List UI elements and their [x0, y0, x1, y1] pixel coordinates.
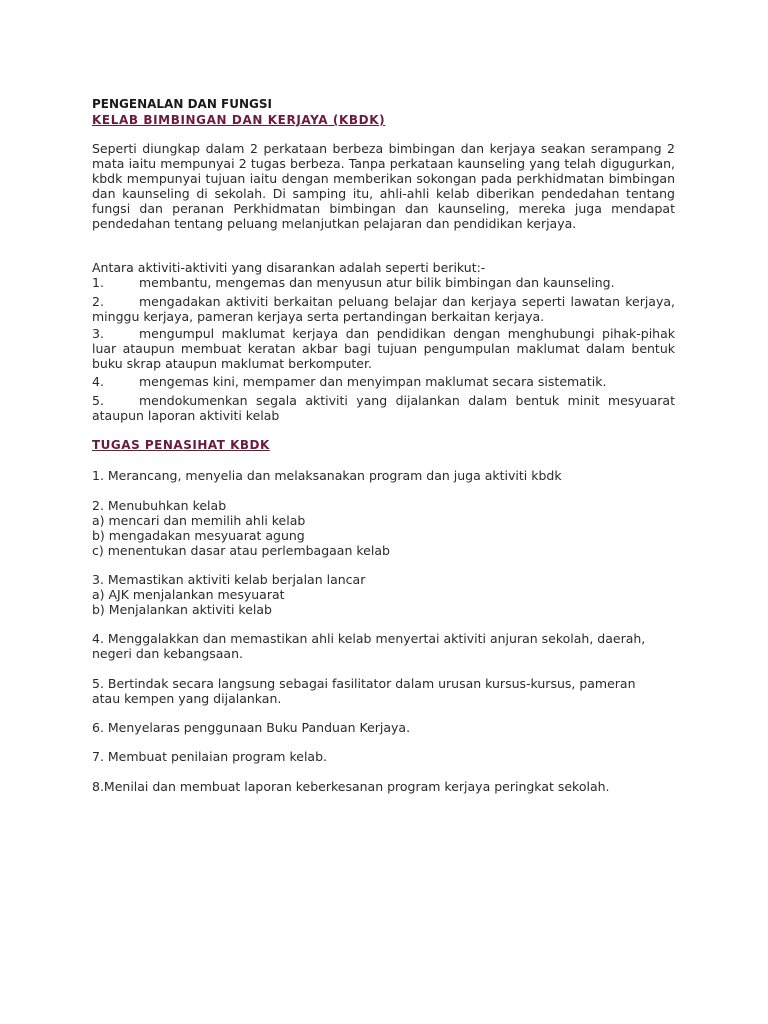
duty-item-5: [92, 676, 692, 706]
document-subtitle: KELAB BIMBINGAN DAN KERJAYA (KBDK): [92, 113, 386, 127]
activities-lead: Antara aktiviti-aktiviti yang disarankan adalah seperti berikut:-: [92, 260, 486, 275]
intro-paragraph: Seperti diungkap dalam 2 perkataan berbeza bimbingan dan kerjaya seakan serampang 2 mata iaitu mempunyai 2 tugas berbeza. Tanpa perkataan kaunseling yang telah digugurkan, kbdk mempunyai tujuan iaitu dengan memberikan sokongan pada perkhidmatan bimbingan dan kaunseling di sekolah. Di samping itu, ahli-ahli kelab diberikan pendedahan tentang fungsi dan peranan Perkhidmatan bimbingan dan kaunseling, mereka juga mendapat pendedahan tentang peluang melanjutkan pelajaran dan pendidikan kerjaya.: [92, 141, 675, 231]
activity-number: 2.: [92, 294, 104, 309]
duty-line: 5. Bertindak secara langsung sebagai fasilitator dalam urusan kursus-kursus, pameran: [92, 676, 636, 691]
duty-subline: b) mengadakan mesyuarat agung: [92, 528, 305, 543]
duty-item-3: [92, 572, 692, 617]
duty-subline: a) AJK menjalankan mesyuarat: [92, 587, 285, 602]
document-title: PENGENALAN DAN FUNGSI: [92, 97, 272, 111]
duty-item-2: [92, 498, 692, 558]
duty-item-8: [92, 779, 692, 794]
duty-line: 1. Merancang, menyelia dan melaksanakan program dan juga aktiviti kbdk: [92, 468, 562, 483]
activity-item-4: [92, 374, 675, 389]
duty-line-cont: atau kempen yang dijalankan.: [92, 691, 282, 706]
duty-line: 3. Memastikan aktiviti kelab berjalan lancar: [92, 572, 366, 587]
activity-text: mendokumenkan segala aktiviti yang dijalankan dalam bentuk minit mesyuarat ataupun laporan aktiviti kelab: [92, 393, 675, 423]
activity-text: mengumpul maklumat kerjaya dan pendidikan dengan menghubungi pihak-pihak luar ataupun membuat keratan akbar bagi tujuan pengumpulan maklumat dalam bentuk buku skrap ataupun maklumat berkomputer.: [92, 326, 675, 371]
activity-item-1: [92, 275, 675, 290]
duty-line: 7. Membuat penilaian program kelab.: [92, 749, 327, 764]
activity-item-5: [92, 393, 675, 423]
activity-text: mengemas kini, mempamer dan menyimpan maklumat secara sistematik.: [139, 374, 607, 389]
activity-item-3: [92, 326, 675, 371]
duty-line: 2. Menubuhkan kelab: [92, 498, 227, 513]
activity-number: 5.: [92, 393, 104, 408]
duty-item-7: [92, 749, 692, 764]
duty-line: 6. Menyelaras penggunaan Buku Panduan Kerjaya.: [92, 720, 411, 735]
activity-text: mengadakan aktiviti berkaitan peluang belajar dan kerjaya seperti lawatan kerjaya, minggu kerjaya, pameran kerjaya serta pertandingan berkaitan kerjaya.: [92, 294, 675, 324]
duty-item-4: [92, 631, 692, 661]
duties-heading: TUGAS PENASIHAT KBDK: [92, 438, 270, 452]
duty-item-1: [92, 468, 692, 483]
activity-number: 3.: [92, 326, 104, 341]
activity-number: 4.: [92, 374, 104, 389]
duty-line-cont: negeri dan kebangsaan.: [92, 646, 243, 661]
activity-text: membantu, mengemas dan menyusun atur bilik bimbingan dan kaunseling.: [139, 275, 615, 290]
activity-number: 1.: [92, 275, 104, 290]
duty-subline: c) menentukan dasar atau perlembagaan kelab: [92, 543, 390, 558]
duty-subline: b) Menjalankan aktiviti kelab: [92, 602, 272, 617]
activity-item-2: [92, 294, 675, 324]
duty-line: 8.Menilai dan membuat laporan keberkesanan program kerjaya peringkat sekolah.: [92, 779, 610, 794]
duty-subline: a) mencari dan memilih ahli kelab: [92, 513, 306, 528]
duty-line: 4. Menggalakkan dan memastikan ahli kelab menyertai aktiviti anjuran sekolah, daerah,: [92, 631, 646, 646]
duty-item-6: [92, 720, 692, 735]
